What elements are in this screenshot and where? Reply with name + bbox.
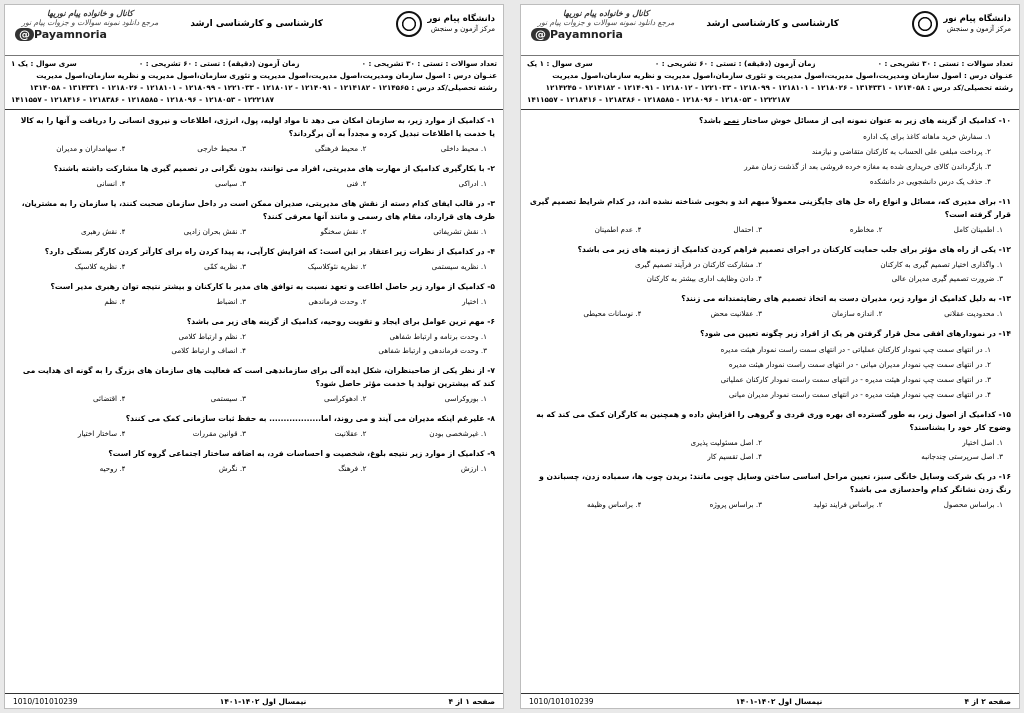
field-codes-cont: ۱۲۲۲۱۸۷ - ۱۲۱۸۰۵۳ - ۱۲۱۸۰۹۶ - ۱۲۱۸۵۸۵ - ۱۲۱۸۳۸۶ - ۱۲۱۸۴۱۶ - ۱۴۱۱۵۵۷	[527, 95, 791, 104]
answer-option: ۴. براساس وظیفه	[586, 500, 642, 509]
exam-page-1	[4, 4, 504, 709]
page-header	[521, 5, 1019, 56]
answer-option: ۳. ضرورت تصمیم گیری مدیران عالی	[891, 274, 1003, 283]
answer-options	[13, 427, 495, 441]
question-text: ۸- علیرغم اینکه مدیران می آیند و می روند، اما.................. به حفظ ثبات سازمانی کمک می کنند؟	[125, 414, 495, 423]
answer-option: ۴. ساختار اختیار	[77, 429, 126, 438]
answer-options	[529, 307, 1011, 321]
answer-options	[529, 223, 1011, 237]
answer-options	[529, 436, 1011, 464]
question	[529, 327, 1011, 402]
question	[13, 315, 495, 358]
exam-time: زمان آزمون (دقیقه) : تستی : ۶۰ تشریحی : ۰	[138, 59, 300, 68]
question	[13, 197, 495, 239]
answer-option: ۱. نظریه سیستمی	[431, 262, 487, 271]
answer-option: ۳. اصل سرپرستی چندجانبه	[921, 452, 1003, 461]
payamnoria-banner	[531, 9, 681, 41]
university-seal-icon	[396, 11, 422, 37]
page-header	[5, 5, 503, 56]
brand-handle	[15, 28, 165, 41]
answer-options	[13, 330, 495, 358]
question-text: ۴- در کدامیک از نظرات زیر اعتقاد بر این است: که افزایش کارآیی، به پیدا کردن راه برای کارآتر کردن کارگر بستگی دارد؟	[44, 247, 495, 256]
brand-name: Payamnoria	[34, 28, 107, 41]
answer-option: ۱. محدودیت عقلانی	[944, 309, 1003, 318]
question	[529, 114, 1011, 189]
answer-option: ۱. وحدت برنامه و ارتباط شفاهی	[389, 332, 487, 341]
exam-info	[521, 56, 1019, 110]
at-icon: @	[15, 28, 34, 41]
question-text: ۱۵- کدامیک از اصول زیر، به طور گسترده ای بهره وری فردی و گروهی را افزایش داده و همچنین به کارگران کمک می کند که به وضوح کار خود را بشناسند؟	[536, 410, 1011, 432]
answer-option: ۱. غیرشخصی بودن	[429, 429, 487, 438]
answer-option: ۱. ادراکی	[458, 179, 487, 188]
answer-options	[529, 258, 1011, 286]
question	[529, 470, 1011, 512]
question-text: ۲- با بکارگیری کدامیک از مهارت های مدیریتی، افراد می توانند، بدون نگرانی در تصمیم گیری ها مشارکت داشته باشند؟	[53, 164, 495, 173]
answer-option: ۲. اندازه سازمان	[831, 309, 883, 318]
answer-option: ۳. احتمال	[733, 225, 762, 234]
exam-code: 1010/101010239	[13, 696, 78, 706]
question-text: ۱۶- در یک شرکت وسایل خانگی سبز، تعیین مراحل اساسی ساختن وسایل چوبی مانند: بریدن چوب ها، سمباده زدن، چسباندن و رنگ زدن نشانگر کدام واحدسازی می باشد؟	[539, 472, 1011, 494]
answer-option: ۴. نظم	[104, 297, 126, 306]
exam-time: زمان آزمون (دقیقه) : تستی : ۶۰ تشریحی : ۰	[654, 59, 816, 68]
university-name: دانشگاه پیام نور	[427, 14, 495, 24]
university-seal-icon	[912, 11, 938, 37]
answer-option: ۴. حذف یک درس دانشجویی در دانشکده	[869, 177, 991, 186]
university-logo	[901, 11, 1011, 37]
university-logo	[385, 11, 495, 37]
answer-option: ۳. بازگرداندن کالای خریداری شده به مغازه خرده فروشی بعد از گذشت زمان مقرر	[744, 162, 991, 171]
answer-option: ۲. نظریه نئوکلاسیک	[307, 262, 367, 271]
center-name: مرکز آزمون و سنجش	[946, 25, 1011, 33]
question	[529, 195, 1011, 237]
answer-option: ۲. براساس فرایند تولید	[813, 500, 883, 509]
banner-line2: مرجع دانلود نمونه سوالات و جزوات پیام نور	[21, 18, 159, 27]
question-text: ۶- مهم ترین عوامل برای ایجاد و تقویت روحیه، کدامیک از گزینه های زیر می باشد؟	[186, 317, 495, 326]
exam-level: کارشناسی و کارشناسی ارشد	[190, 19, 323, 29]
question-list	[5, 110, 503, 486]
answer-options	[13, 142, 495, 156]
answer-option: ۳. عقلانیت محض	[710, 309, 762, 318]
answer-option: ۲. نقش سخنگو	[320, 227, 367, 236]
term-label: نیمسال اول ۱۴۰۲-۱۴۰۱	[735, 696, 823, 706]
university-name: دانشگاه پیام نور	[943, 14, 1011, 24]
answer-option: ۴. انصاف و ارتباط کلامی	[171, 346, 246, 355]
page-number: صفحه ۱ از ۴	[448, 696, 495, 706]
answer-option: ۲. پرداخت مبلغی علی الحساب به کارکنان متقاضی و نیازمند	[811, 147, 991, 156]
answer-option: ۴. عدم اطمینان	[594, 225, 642, 234]
course-title: عنـوان درس : اصول سازمان ومدیریت،اصول مدیریت،اصول مدیریت و تئوری سازمان،اصول مدیریت و نظریه سازمان،اصول مدیریت	[552, 71, 1013, 80]
answer-option: ۴. نظریه کلاسیک	[74, 262, 126, 271]
answer-option: ۴. انسانی	[96, 179, 126, 188]
center-name: مرکز آزمون و سنجش	[430, 25, 495, 33]
exam-code: 1010/101010239	[529, 696, 594, 706]
question	[13, 364, 495, 406]
answer-option: ۳. براساس پروژه	[709, 500, 762, 509]
field-codes: رشته تحصیلی/کد درس : ۱۲۱۴۰۵۸ - ۱۳۱۴۳۳۱ - ۱۲۱۸۰۲۶ - ۱۲۱۸۱۰۱ - ۱۲۱۸۰۹۹ - ۱۲۲۱۰۳۳ - ۱۲۱۸۰۱۲ - ۱۲۱۴۰۹۱ - ۱۲۱۴۱۸۲ - ۱۲۱۴۲۴۵	[545, 83, 1013, 92]
answer-option: ۲. فنی	[346, 179, 367, 188]
answer-option: ۲. محیط فرهنگی	[314, 144, 367, 153]
answer-option: ۴. نقش رهبری	[80, 227, 126, 236]
answer-option: ۳. وحدت فرماندهی و ارتباط شفاهی	[378, 346, 487, 355]
answer-options	[529, 129, 1011, 189]
question-series: سری سوال : یک ۱	[11, 59, 77, 68]
question	[13, 280, 495, 309]
brand-handle	[531, 28, 681, 41]
question-text: ۳- در قالب ایفای کدام دسته از نقش های مدیریتی، صدیران ممکن است در داخل سازمان صحبت کنند، یا سازمان را به مشتریان، طرف های قرارداد، مقام های رسمی و مانند آنها معرفی کنند؟	[21, 199, 495, 221]
question-text: ۱- کدامیک از موارد زیر، به سازمان امکان می دهد تا مواد اولیه، پول، انرژی، اطلاعات و نیروی انسانی را دریافت و آنها را به کالا یا خدمت یا اطلاعات تبدیل کرده و مجدداً به آن برگرداند؟	[20, 116, 495, 138]
banner-line2: مرجع دانلود نمونه سوالات و جزوات پیام نور	[537, 18, 675, 27]
question-text: ۱۲- یکی از راه های مؤثر برای جلب حمایت کارکنان در اجرای تصمیم فراهم کردن کدامیک از زمینه های زیر می باشد؟	[577, 245, 1011, 254]
answer-option: ۴. سهامداران و مدیران	[56, 144, 126, 153]
field-codes: رشته تحصیلی/کد درس : ۱۲۱۴۵۶۵ - ۱۲۱۴۱۸۲ - ۱۲۱۴۰۹۱ - ۱۲۱۸۰۱۲ - ۱۲۲۱۰۳۳ - ۱۲۱۸۰۹۹ - ۱۲۱۸۱۰۱ - ۱۲۱۸۰۲۶ - ۱۳۱۴۳۳۱ - ۱۳۱۴۰۵۸	[29, 83, 497, 92]
answer-option: ۱. اطمینان کامل	[953, 225, 1003, 234]
answer-option: ۴. نوسانات محیطی	[583, 309, 642, 318]
banner-line1: کانال و خانواده پیام نوریها	[46, 9, 134, 18]
question	[13, 114, 495, 156]
question-count: تعداد سوالات : تستی : ۳۰ تشریحی : ۰	[877, 59, 1013, 68]
question-text: ۱۴- در نمودارهای افقی محل قرار گرفتن هر یک از افراد زیر چگونه تعیین می شود؟	[700, 329, 1011, 338]
answer-option: ۴. روحیه	[99, 464, 126, 473]
answer-option: ۴. اقتضائی	[93, 394, 126, 403]
answer-option: ۱. براساس محصول	[943, 500, 1003, 509]
answer-option: ۱. واگذاری اختیار تصمیم گیری به کارکنان	[880, 260, 1003, 269]
answer-option: ۳. نگرش	[218, 464, 246, 473]
answer-option: ۲. ادهوکراسی	[323, 394, 367, 403]
answer-option: ۳. محیط خارجی	[197, 144, 246, 153]
course-title: عنـوان درس : اصول سازمان ومدیریت،اصول مدیریت،اصول مدیریت و تئوری سازمان،اصول مدیریت و نظریه سازمان،اصول مدیریت	[36, 71, 497, 80]
answer-option: ۲. مخاطره	[849, 225, 883, 234]
field-codes-cont: ۱۲۲۲۱۸۷ - ۱۲۱۸۰۵۳ - ۱۲۱۸۰۹۶ - ۱۲۱۸۵۸۵ - ۱۲۱۸۳۸۶ - ۱۲۱۸۴۱۶ - ۱۴۱۱۵۵۷	[11, 95, 275, 104]
answer-option: ۱. بوروکراسی	[444, 394, 487, 403]
question-text: ۹- کدامیک از موارد زیر نتیجه بلوغ، شخصیت و احساسات فرد، به اضافه ساختار اجتماعی گروه کار است؟	[108, 449, 495, 458]
answer-options	[13, 225, 495, 239]
question-list	[521, 110, 1019, 522]
payamnoria-banner	[15, 9, 165, 41]
answer-option: ۳. نظریه کمّی	[203, 262, 246, 271]
answer-option: ۳. نقش بحران زادیی	[183, 227, 246, 236]
question	[13, 245, 495, 274]
answer-option: ۳. سیاسی	[215, 179, 246, 188]
answer-options	[529, 498, 1011, 512]
answer-option: ۲. نظم و ارتباط کلامی	[178, 332, 246, 341]
question	[529, 408, 1011, 464]
answer-options	[529, 342, 1011, 402]
brand-name: Payamnoria	[550, 28, 623, 41]
page-footer	[5, 693, 503, 708]
question	[529, 292, 1011, 321]
answer-option: ۱. اصل اختیار	[962, 438, 1003, 447]
question-text: ۱۱- برای مدیری که، مسائل و انواع راه حل های جایگزینی معمولاً مبهم اند و بخوبی شناخته نشده اند، در کدام شرایط تصمیم گیری قرار گرفته است؟	[529, 197, 1011, 219]
term-label: نیمسال اول ۱۴۰۲-۱۴۰۱	[219, 696, 307, 706]
answer-option: ۱. نقش تشریفاتی	[433, 227, 487, 236]
answer-option: ۲. عقلانیت	[334, 429, 367, 438]
question-series: سری سوال : ۱ یک	[527, 59, 593, 68]
page-number: صفحه ۲ از ۴	[964, 696, 1011, 706]
answer-option: ۲. فرهنگ	[338, 464, 367, 473]
exam-info	[5, 56, 503, 110]
answer-option: ۳. سیستمی	[210, 394, 246, 403]
question-text: ۱۳- به دلیل کدامیک از موارد زیر، مدیران دست به اتخاذ تصمیم های رضایتمندانه می زنند؟	[681, 294, 1011, 303]
exam-page-2	[520, 4, 1020, 709]
answer-option: ۴. دادن وظایف اداری بیشتر به کارکنان	[646, 274, 762, 283]
answer-options	[13, 177, 495, 191]
question	[13, 447, 495, 476]
answer-option: ۳. قوانین مقررات	[192, 429, 246, 438]
answer-option: ۱. ارزش	[460, 464, 487, 473]
answer-option: ۲. مشارکت کارکنان در فرآیند تصمیم گیری	[635, 260, 762, 269]
question-text: ۷- از نظر یکی از صاحبنظران، شکل ایده آلی برای سازماندهی است که فعالیت های سازمان های بزرگ را به گونه ای هدایت می کند که بیشترین تولید یا خدمت مؤثر حاصل شود؟	[22, 366, 495, 388]
exam-level: کارشناسی و کارشناسی ارشد	[706, 19, 839, 29]
answer-option: ۳. در انتهای سمت چپ نمودار هیئت مدیره - در انتهای سمت راست نمودار کارکنان عملیاتی	[720, 375, 991, 384]
at-icon: @	[531, 28, 550, 41]
question	[13, 162, 495, 191]
answer-option: ۳. انضباط	[216, 297, 246, 306]
answer-option: ۱. در انتهای سمت چپ نمودار کارکنان عملیاتی - در انتهای سمت راست نمودار هیئت مدیره	[720, 345, 991, 354]
banner-line1: کانال و خانواده پیام نوریها	[562, 9, 650, 18]
answer-option: ۴. اصل تقسیم کار	[707, 452, 762, 461]
answer-options	[13, 392, 495, 406]
answer-option: ۱. اختیار	[462, 297, 487, 306]
question-text: ۵- کدامیک از موارد زیر حاصل اطاعت و تعهد نسبت به توافق های مدیر با کارکنان و بیشتر نتیجه توان رهبری مدیر است؟	[50, 282, 495, 291]
answer-option: ۴. در انتهای سمت چپ نمودار هیئت مدیره - در انتهای سمت راست نمودار مدیران میانی	[728, 390, 991, 399]
question	[529, 243, 1011, 286]
answer-option: ۱. محیط داخلی	[440, 144, 487, 153]
answer-option: ۲. در انتهای سمت چپ نمودار مدیران میانی - در انتهای سمت راست نمودار هیئت مدیره	[728, 360, 991, 369]
answer-option: ۲. وحدت فرماندهی	[308, 297, 367, 306]
question-text: ۱۰- کدامیک از گزینه های زیر به عنوان نمونه ایی از مسائل خوش ساختار نمی باشد؟	[699, 116, 1011, 125]
answer-option: ۱. سفارش خرید ماهانه کاغذ برای یک اداره	[863, 132, 991, 141]
question	[13, 412, 495, 441]
answer-options	[13, 260, 495, 274]
answer-options	[13, 295, 495, 309]
answer-options	[13, 462, 495, 476]
answer-option: ۲. اصل مسئولیت پذیری	[690, 438, 762, 447]
question-count: تعداد سوالات : تستی : ۳۰ تشریحی : ۰	[361, 59, 497, 68]
page-footer	[521, 693, 1019, 708]
